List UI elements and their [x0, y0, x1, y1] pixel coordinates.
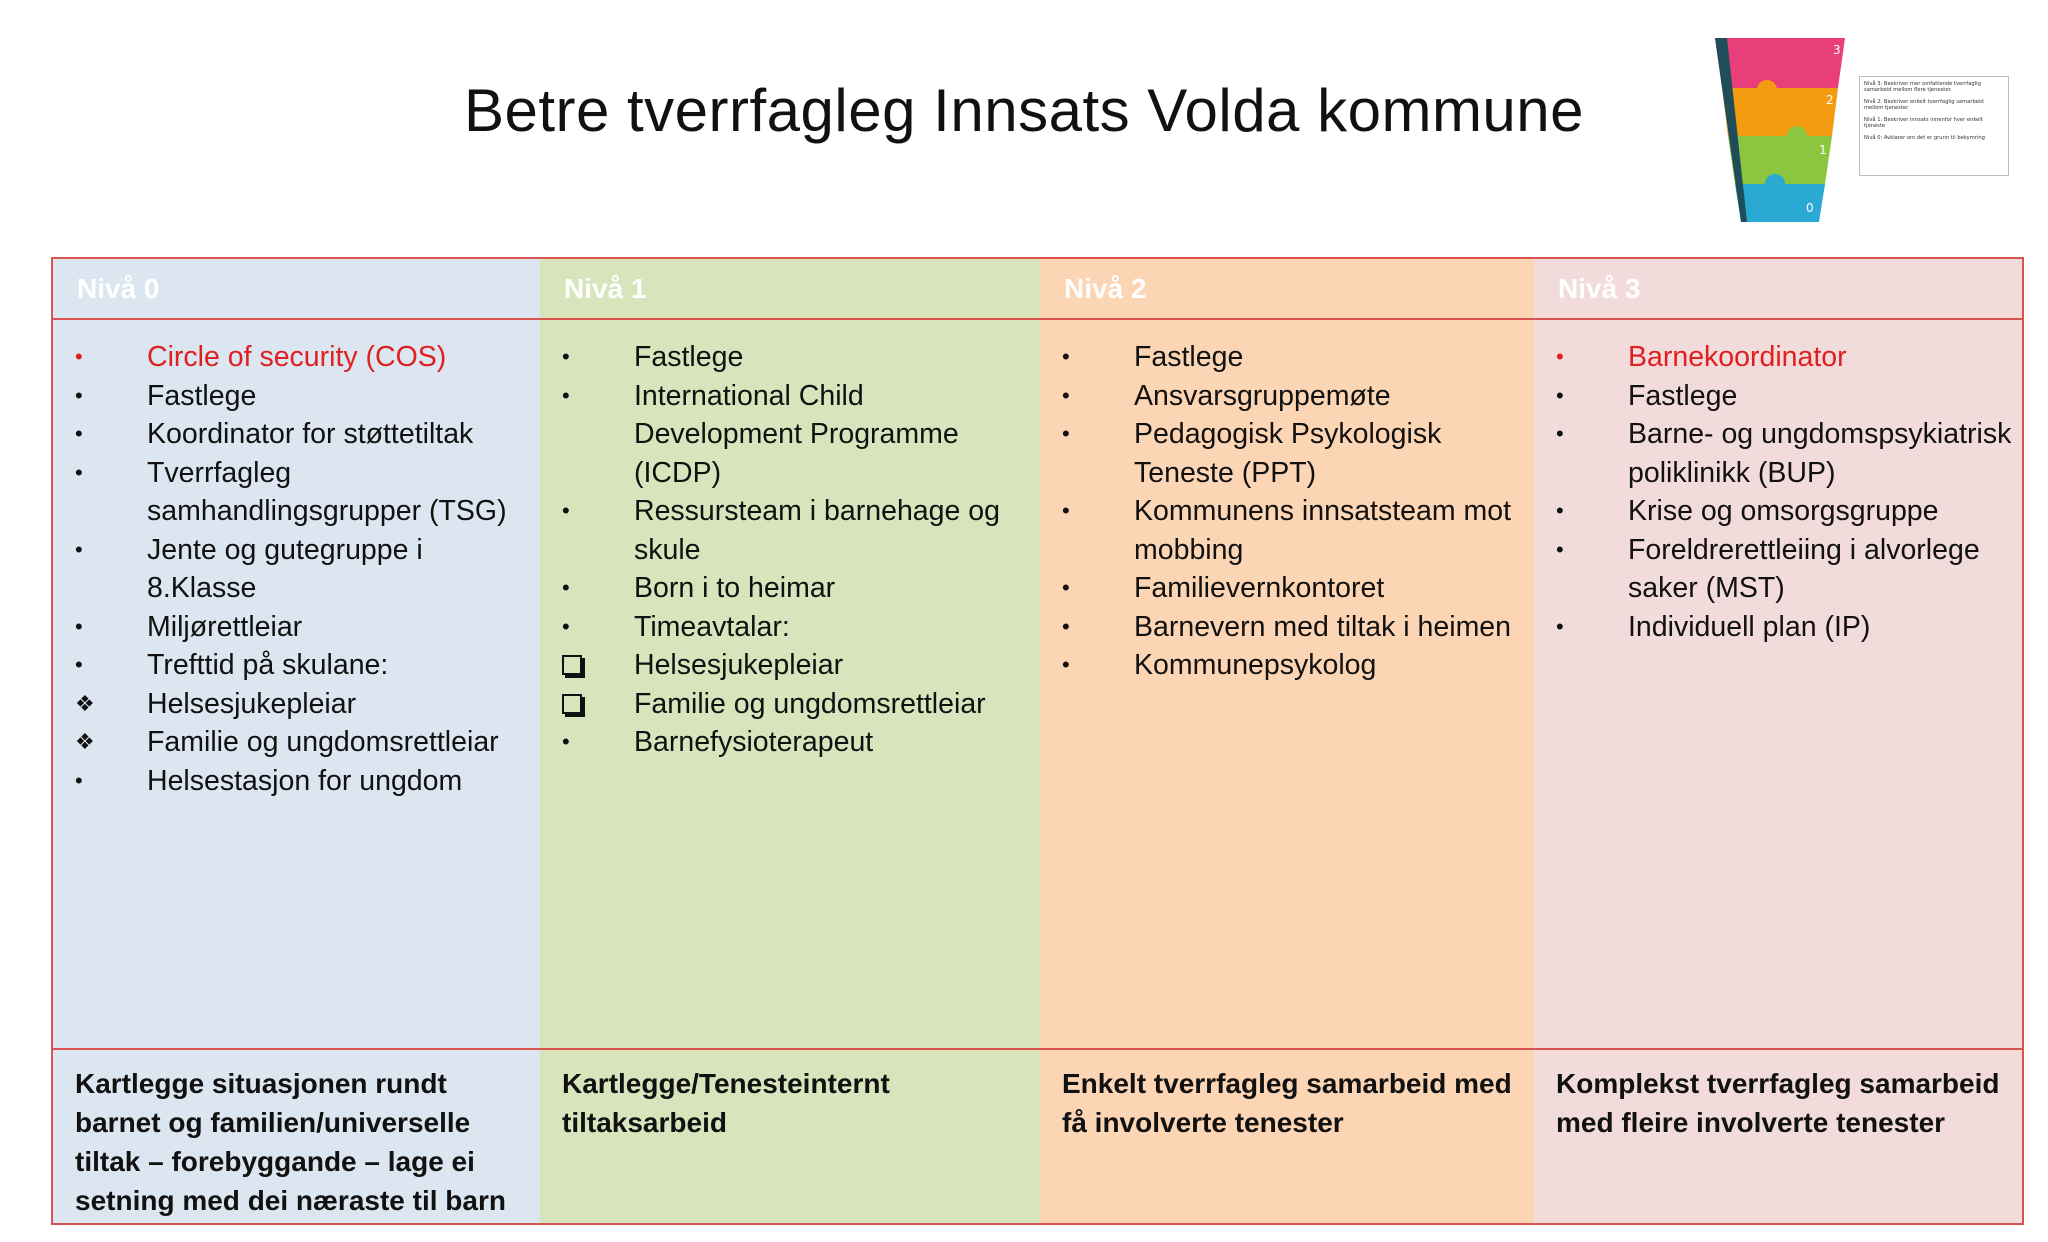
list-item-text: Familievernkontoret: [1134, 572, 1385, 604]
list-item: [540, 338, 1040, 377]
bullet-icon: •: [1062, 652, 1070, 677]
footer-niva-2: Enkelt tverrfagleg samarbeid med få involverte tenester: [1040, 1050, 1534, 1223]
bullet-icon: •: [1062, 498, 1070, 523]
list-item-text: Fastlege: [1628, 379, 1738, 412]
list-item-text: Familie og ungdomsrettleiar: [147, 726, 499, 758]
list-item: [1040, 646, 1534, 685]
list-item: [1534, 608, 2022, 647]
footer-niva-1: Kartlegge/Tenesteinternt tiltaksarbeid: [540, 1050, 1040, 1223]
list-item-text: Ressursteam i barnehage og skule: [634, 495, 1000, 566]
list-item-text: Barnevern med tiltak i heimen: [1134, 610, 1512, 643]
list-item-text: Helsestasjon for ungdom: [147, 764, 463, 797]
bullet-icon: •: [1062, 382, 1070, 408]
bullet-icon: •: [562, 498, 570, 523]
list-item-text: Kommunepsykolog: [1134, 649, 1377, 681]
bullet-icon: •: [1062, 421, 1070, 446]
level-funnel-logo: [1705, 36, 2005, 226]
bullet-icon: •: [1062, 575, 1070, 600]
list-item-text: Circle of security (COS): [147, 341, 447, 373]
funnel-legend: [1859, 76, 2009, 176]
list-item: [540, 492, 1040, 569]
list-item: [1040, 608, 1534, 647]
list-item: [1534, 492, 2022, 531]
list-item: [1040, 377, 1534, 416]
bullet-icon: •: [1556, 498, 1564, 523]
funnel-icon: [1705, 36, 1855, 226]
list-item-text: Krise og omsorgsgruppe: [1628, 495, 1939, 527]
list-item: [1534, 338, 2022, 377]
list-item: [53, 338, 540, 377]
list-item-text: Ansvarsgruppemøte: [1134, 379, 1391, 412]
list-item-text: Barnekoordinator: [1628, 341, 1847, 373]
list-item: [1040, 338, 1534, 377]
bullet-icon: •: [75, 652, 83, 677]
list-item-text: Familie og ungdomsrettleiar: [634, 687, 986, 720]
list-item-text: Born i to heimar: [634, 572, 836, 604]
bullet-icon: •: [1556, 344, 1564, 369]
funnel-level-3: 3: [1833, 43, 1841, 57]
list-item: [540, 723, 1040, 762]
items-niva-3: [1534, 320, 2022, 1050]
list-item: [1534, 377, 2022, 416]
list-item-text: Miljørettleiar: [147, 610, 303, 643]
funnel-level-1: 1: [1819, 143, 1827, 157]
list-item: [540, 608, 1040, 647]
legend-line-1: Nivå 1: Beskriver innsats innenfor hver enkelt tjeneste: [1864, 117, 1983, 129]
list-item: [53, 415, 540, 454]
list-item: [53, 685, 540, 724]
footer-niva-3: Komplekst tverrfagleg samarbeid med fleire involverte tenester: [1534, 1050, 2022, 1223]
diamond-bullet-icon: ❖: [75, 729, 95, 754]
bullet-icon: •: [1556, 536, 1564, 562]
bullet-icon: •: [1062, 344, 1070, 369]
header-niva-1: Nivå 1: [540, 259, 1040, 320]
list-item-text: Fastlege: [1134, 341, 1244, 373]
list-item: [1040, 415, 1534, 492]
bullet-icon: •: [562, 575, 570, 600]
bullet-icon: •: [75, 536, 83, 562]
bullet-icon: •: [75, 613, 83, 639]
bullet-icon: •: [1062, 613, 1070, 639]
page-title: Betre tverrfagleg Innsats Volda kommune: [463, 77, 1585, 145]
list-item: [540, 569, 1040, 608]
list-item-text: Tverrfagleg samhandlingsgrupper (TSG): [147, 456, 507, 527]
list-item-text: Helsesjukepleiar: [147, 687, 357, 720]
list-item: [540, 685, 1040, 724]
items-niva-2: [1040, 320, 1534, 1050]
list-item: [53, 454, 540, 531]
list-item: [53, 762, 540, 801]
bullet-icon: •: [75, 421, 83, 446]
list-item-text: Koordinator for støttetiltak: [147, 418, 474, 450]
list-item-text: Trefttid på skulane:: [147, 649, 389, 681]
bullet-icon: •: [562, 613, 570, 639]
bullet-icon: •: [1556, 382, 1564, 408]
list-item: [53, 646, 540, 685]
list-item-text: Individuell plan (IP): [1628, 610, 1871, 643]
diamond-bullet-icon: ❖: [75, 690, 95, 716]
list-item: [53, 377, 540, 416]
list-item: [1040, 492, 1534, 569]
bullet-icon: •: [75, 767, 83, 793]
bullet-icon: •: [562, 382, 570, 408]
funnel-level-0: 0: [1806, 201, 1814, 215]
header-niva-0: Nivå 0: [53, 259, 540, 320]
list-item: [53, 531, 540, 608]
list-item-text: Fastlege: [147, 379, 257, 412]
bullet-icon: •: [75, 382, 83, 408]
list-item-text: Fastlege: [634, 341, 744, 373]
list-item: [1534, 531, 2022, 608]
list-item-text: International Child Development Programme (ICDP): [634, 379, 959, 489]
header-niva-2: Nivå 2: [1040, 259, 1534, 320]
list-item-text: Foreldrerettleiing i alvorlege saker (MST): [1628, 533, 1980, 604]
list-item-text: Pedagogisk Psykologisk Teneste (PPT): [1134, 418, 1442, 489]
legend-line-2: Nivå 2: Beskriver enkelt tverrfaglig samarbeid mellom tjenester: [1864, 99, 1984, 111]
list-item-text: Kommunens innsatsteam mot mobbing: [1134, 495, 1511, 566]
checkbox-bullet-icon: [562, 646, 602, 688]
list-item-text: Jente og gutegruppe i 8.Klasse: [147, 533, 423, 604]
checkbox-bullet-icon: [562, 685, 602, 727]
list-item: [540, 377, 1040, 493]
list-item-text: Barnefysioterapeut: [634, 726, 874, 758]
bullet-icon: •: [1556, 421, 1564, 446]
list-item: [53, 723, 540, 762]
funnel-level-2: 2: [1826, 93, 1834, 107]
list-item: [1534, 415, 2022, 492]
levels-table: [51, 257, 2024, 1225]
list-item: [53, 608, 540, 647]
bullet-icon: •: [562, 344, 570, 369]
list-item-text: Barne- og ungdomspsykiatrisk poliklinikk (BUP): [1628, 418, 2012, 489]
items-niva-1: [540, 320, 1040, 1050]
bullet-icon: •: [1556, 613, 1564, 639]
list-item-text: Helsesjukepleiar: [634, 649, 844, 681]
list-item: [1040, 569, 1534, 608]
list-item: [540, 646, 1040, 685]
legend-line-0: Nivå 0: Avklarer om det er grunn til bekymring: [1864, 135, 1985, 141]
footer-niva-0: Kartlegge situasjonen rundt barnet og familien/universelle tiltak – forebyggande – lage ei setning med dei næraste til barn: [53, 1050, 540, 1223]
legend-line-3: Nivå 3: Beskriver mer omfattende tverrfaglig samarbeid mellom flere tjenester.: [1864, 81, 1981, 93]
bullet-icon: •: [75, 344, 83, 369]
bullet-icon: •: [75, 459, 83, 485]
header-niva-3: Nivå 3: [1534, 259, 2022, 320]
list-item-text: Timeavtalar:: [634, 610, 790, 643]
items-niva-0: [53, 320, 540, 1050]
bullet-icon: •: [562, 729, 570, 754]
